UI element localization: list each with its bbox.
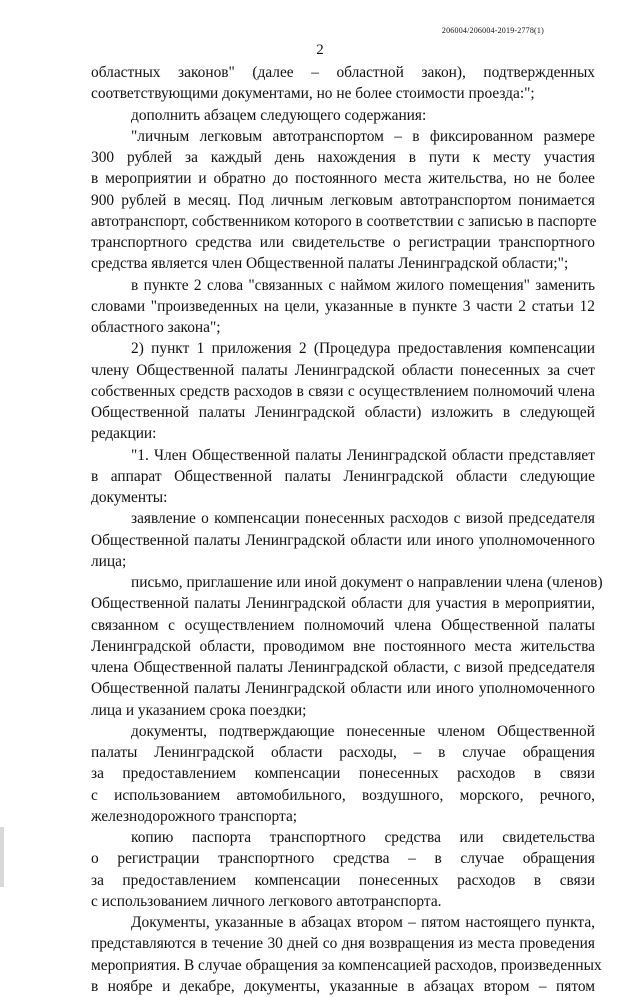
text-line: в пункте 2 слова "связанных с наймом жилого помещения" заменить — [131, 276, 595, 294]
text-line: в ноябре и декабре, документы, указанные в абзацах втором – пятом — [91, 977, 595, 995]
text-line: с использованием личного легкового автотранспорта. — [91, 892, 442, 910]
text-line: Общественной палаты Ленинградской области или иного уполномоченного — [91, 680, 595, 698]
text-line: средства является член Общественной палаты Ленинградской области;"; — [91, 255, 569, 273]
text-line: заявление о компенсации понесенных расходов с визой председателя — [131, 510, 595, 528]
text-line: лица; — [91, 552, 127, 570]
text-line: 900 рублей в месяц. Под личным легковым автотранспортом понимается — [91, 191, 595, 209]
text-line: копию паспорта транспортного средства или свидетельства — [131, 829, 595, 846]
document-body — [91, 62, 603, 997]
text-line: Документы, указанные в абзацах втором – пятом настоящего пункта, — [131, 914, 595, 931]
document-id: 206004/206004-2019-2778(1) — [441, 26, 544, 35]
text-line: документы, подтверждающие понесенные членом Общественной — [131, 722, 595, 740]
text-line: железнодорожного транспорта; — [91, 807, 298, 825]
text-line: в аппарат Общественной палаты Ленинградской области следующие — [91, 467, 595, 485]
text-line: "личным легковым автотранспортом – в фиксированном размере — [131, 127, 595, 145]
text-line: Общественной палаты Ленинградской области для участия в мероприятии, — [91, 595, 595, 613]
text-line: связанном с осуществлением полномочий члена Общественной палаты — [91, 616, 595, 634]
text-line: палаты Ленинградской области расходы, – в случае обращения — [91, 744, 595, 761]
text-line: 300 рублей за каждый день нахождения в пути к месту участия — [91, 149, 595, 166]
text-line: о регистрации транспортного средства – в случае обращения — [91, 850, 595, 868]
text-line: представляются в течение 30 дней со дня возвращения из места проведения — [91, 935, 595, 953]
text-line: лица и указанием срока поездки; — [91, 701, 307, 719]
text-line: Общественной палаты Ленинградской области или иного уполномоченного — [91, 531, 595, 549]
text-line: Ленинградской области, проводимом вне постоянного места жительства — [91, 637, 595, 655]
text-line: транспортного средства или свидетельстве о регистрации транспортного — [91, 234, 595, 251]
text-line: за предоставлением компенсации понесенных расходов в связи — [91, 871, 595, 889]
text-line: Общественной палаты Ленинградской области) изложить в следующей — [91, 404, 595, 421]
text-line: редакции: — [91, 425, 157, 443]
text-line: областного закона"; — [91, 319, 221, 336]
page-number: 2 — [316, 42, 324, 58]
text-line: словами "произведенных на цели, указанные в пункте 3 части 2 статьи 12 — [91, 297, 595, 315]
text-line: члена Общественной палаты Ленинградской области, с визой председателя — [91, 659, 595, 676]
text-line: автотранспорт, собственником которого в соответствии с записью в паспорте — [91, 212, 597, 230]
text-line: "1. Член Общественной палаты Ленинградской области представляет — [131, 446, 595, 464]
text-line: члену Общественной палаты Ленинградской области понесенных за счет — [91, 361, 595, 379]
text-line: письмо, приглашение или иной документ о направлении члена (членов) — [131, 574, 603, 591]
text-line: соответствующими документами, но не более стоимости проезда:"; — [91, 85, 535, 103]
text-line: дополнить абзацем следующего содержания: — [131, 106, 427, 124]
text-line: за предоставлением компенсации понесенных расходов в связи — [91, 765, 595, 783]
text-line: 2) пункт 1 приложения 2 (Процедура предоставления компенсации — [131, 340, 595, 358]
text-line: мероприятия. В случае обращения за компенсацией расходов, произведенных — [91, 956, 602, 974]
text-line: с использованием автомобильного, воздушного, морского, речного, — [91, 786, 595, 804]
text-line: областных законов" (далее – областной закон), подтвержденных — [91, 64, 595, 81]
text-line: собственных средств расходов в связи с осуществлением полномочий члена — [91, 382, 595, 400]
text-line: в мероприятии и обратно до постоянного места жительства, но не более — [91, 170, 595, 188]
scan-edge-mark — [0, 827, 4, 887]
text-line: документы: — [91, 489, 168, 506]
